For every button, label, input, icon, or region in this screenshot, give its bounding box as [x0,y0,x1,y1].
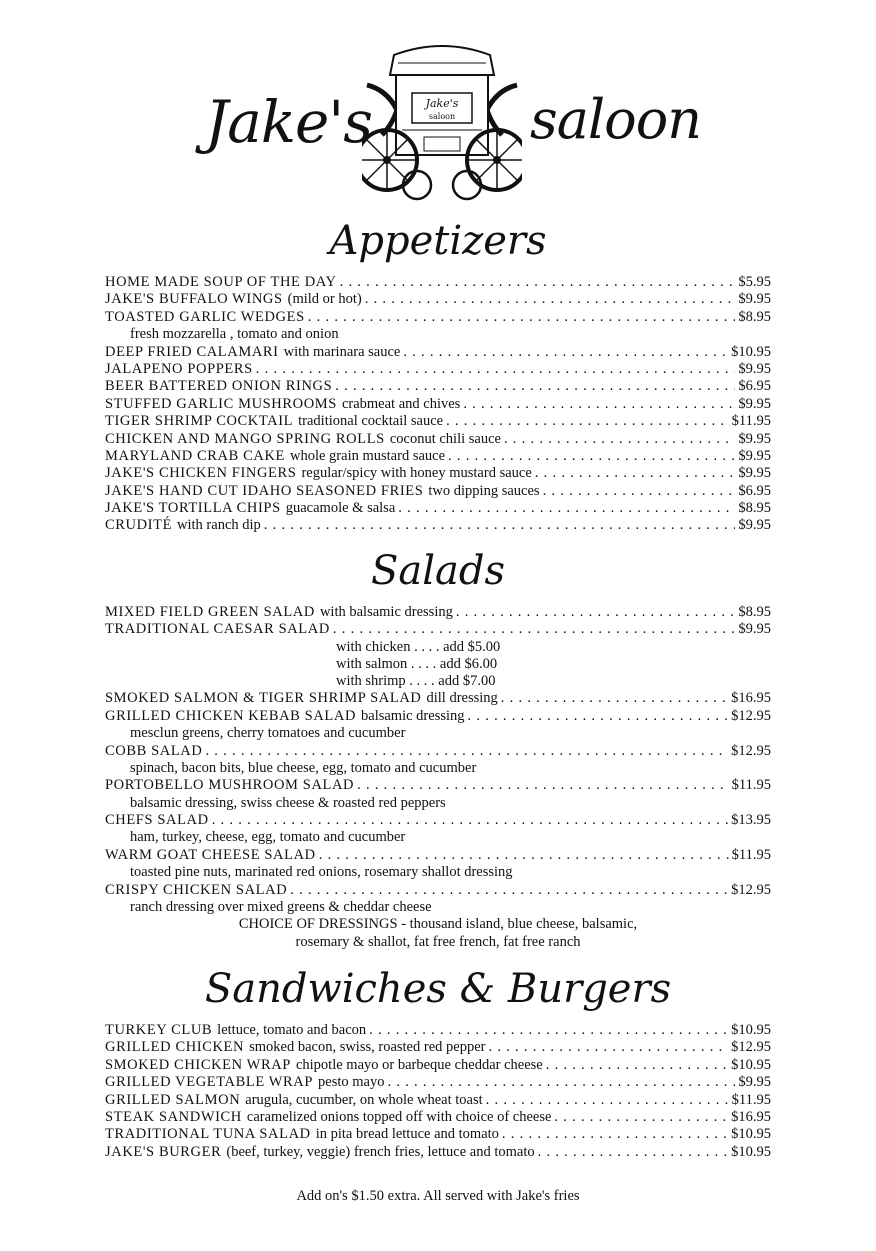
menu-item-price: $9.95 [738,360,771,377]
menu-item-name: GRILLED VEGETABLE WRAP [105,1074,314,1091]
dot-leader [501,690,728,707]
menu-item-name: GRILLED SALMON [105,1091,241,1108]
dot-leader [398,500,735,517]
menu-item [105,361,771,378]
menu-item-name: STUFFED GARLIC MUSHROOMS [105,395,337,412]
menu-item-name: CHICKEN AND MANGO SPRING ROLLS [105,430,385,447]
menu-item-name: JAKE'S BURGER [105,1143,222,1160]
dot-leader [468,708,729,725]
menu-item-description: with marinara sauce [283,343,401,360]
menu-item [105,1039,771,1056]
menu-item-price: $16.95 [731,1108,771,1125]
menu-item-name: TRADITIONAL CAESAR SALAD [105,621,330,638]
dot-leader [335,378,735,395]
menu-item-price: $5.95 [738,274,771,290]
menu-item-price: $11.95 [731,1091,771,1108]
menu-item [105,431,771,448]
menu-item-price: $9.95 [738,1074,771,1091]
caesar-addon: with chicken . . . . add $5.00 [336,638,501,655]
dot-leader [308,309,736,326]
menu-item [105,1074,771,1091]
menu-item [105,309,771,326]
dot-leader [456,604,736,621]
menu-item [105,777,771,794]
carriage-logo [362,35,522,215]
menu-item-price: $11.95 [731,777,771,794]
menu-item [105,708,771,725]
menu-item [105,690,771,707]
menu-item-price: $10.95 [731,1143,771,1160]
menu-item-description: dill dressing [426,690,498,707]
menu-item-subtext: balsamic dressing, swiss cheese & roasted red peppers [130,794,446,811]
menu-item-price: $9.95 [738,291,771,308]
dot-leader [205,743,728,760]
menu-item-price: $9.95 [738,621,771,638]
menu-item-name: TIGER SHRIMP COCKTAIL [105,413,294,430]
menu-item-name: TOASTED GARLIC WEDGES [105,308,305,325]
menu-item-description: two dipping sauces [428,482,540,499]
brand-name-left: Jake's [205,88,373,156]
brand-name-right: saloon [530,88,701,151]
menu-item [105,396,771,413]
dot-leader [504,431,735,448]
menu-item-description: coconut chili sauce [389,430,501,447]
menu-item [105,812,771,829]
menu-item-name: MARYLAND CRAB CAKE [105,447,285,464]
menu-item-name: MIXED FIELD GREEN SALAD [105,604,315,620]
menu-item [105,1057,771,1074]
menu-item-price: $8.95 [738,604,771,620]
menu-item [105,847,771,864]
menu-item-subtext: ham, turkey, cheese, egg, tomato and cucumber [130,829,406,846]
menu-item-price: $11.95 [731,846,771,863]
menu-item-price: $9.95 [738,430,771,447]
sandwiches-list [105,1022,771,1161]
menu-item [105,291,771,308]
menu-item [105,500,771,517]
header [0,30,876,220]
menu-item-description: balsamic dressing [361,707,465,724]
dot-leader [212,812,728,829]
menu-item-description: (beef, turkey, veggie) french fries, lettuce and tomato [226,1143,535,1160]
dot-leader [446,413,729,430]
menu-item-name: COBB SALAD [105,742,203,759]
menu-item-description: smoked bacon, swiss, roasted red pepper [249,1039,486,1056]
menu-item [105,274,771,291]
menu-item-name: JAKE'S CHICKEN FINGERS [105,465,297,482]
menu-item [105,1022,771,1039]
menu-item-price: $11.95 [731,413,771,430]
menu-item-description: in pita bread lettuce and tomato [315,1126,499,1143]
menu-item-price: $6.95 [738,482,771,499]
menu-item-price: $12.95 [731,707,771,724]
menu-item-description: regular/spicy with honey mustard sauce [301,465,532,482]
dot-leader [543,483,736,500]
menu-item-description: arugula, cucumber, on whole wheat toast [245,1091,483,1108]
dot-leader [546,1057,728,1074]
dot-leader [448,448,735,465]
menu-item-name: CRISPY CHICKEN SALAD [105,881,288,898]
dot-leader [535,465,736,482]
menu-item-name: GRILLED CHICKEN KEBAB SALAD [105,707,357,724]
appetizers-list [105,274,771,535]
dot-leader [388,1074,736,1091]
menu-item-name: TURKEY CLUB [105,1022,213,1038]
dot-leader [403,344,728,361]
menu-item [105,1144,771,1161]
dot-leader [538,1144,729,1161]
dressings-line: rosemary & shallot, fat free french, fat free ranch [295,933,581,950]
svg-text:Jake's: Jake's [425,97,459,110]
menu-item [105,483,771,500]
dot-leader [290,882,728,899]
dot-leader [463,396,735,413]
dot-leader [502,1126,728,1143]
menu-item-name: SMOKED CHICKEN WRAP [105,1056,291,1073]
menu-item [105,882,771,899]
dot-leader [369,1022,728,1039]
salads-title: Salads [370,548,506,594]
menu-item-price: $13.95 [731,812,771,829]
menu-item-subtext: mesclun greens, cherry tomatoes and cucumber [130,725,406,742]
menu-item-price: $12.95 [731,881,771,898]
menu-item-price: $9.95 [738,395,771,412]
menu-item-price: $10.95 [731,1022,771,1038]
menu-item-name: JAKE'S BUFFALO WINGS [105,291,283,308]
menu-item-description: with ranch dip [177,517,261,534]
menu-item-name: STEAK SANDWICH [105,1108,242,1125]
menu-item-description: crabmeat and chives [341,395,461,412]
dot-leader [486,1092,729,1109]
menu-item-price: $9.95 [738,465,771,482]
menu-item-price: $9.95 [738,447,771,464]
menu-item-description: caramelized onions topped off with choice of cheese [246,1108,552,1125]
menu-item [105,465,771,482]
menu-item-name: JALAPENO POPPERS [105,360,253,377]
menu-item-name: PORTOBELLO MUSHROOM SALAD [105,777,355,794]
menu-item-price: $8.95 [738,308,771,325]
menu-item [105,413,771,430]
menu-item-subtext: spinach, bacon bits, blue cheese, egg, tomato and cucumber [130,759,477,776]
menu-item [105,1092,771,1109]
menu-item-name: JAKE'S TORTILLA CHIPS [105,500,281,517]
menu-item-name: WARM GOAT CHEESE SALAD [105,846,316,863]
menu-item-price: $12.95 [731,742,771,759]
menu-item-name: SMOKED SALMON & TIGER SHRIMP SALAD [105,690,422,707]
menu-item-description: (mild or hot) [287,291,362,308]
menu-item-description: chipotle mayo or barbeque cheddar cheese [295,1056,543,1073]
caesar-addon: with shrimp . . . . add $7.00 [336,673,496,690]
menu-item-price: $12.95 [731,1039,771,1056]
menu-item-description: lettuce, tomato and bacon [217,1022,367,1038]
menu-item [105,448,771,465]
menu-item [105,344,771,361]
sandwiches-title: Sandwiches & Burgers [204,966,672,1012]
menu-item-price: $16.95 [731,690,771,707]
menu-item-name: TRADITIONAL TUNA SALAD [105,1126,311,1143]
footer-note: Add on's $1.50 extra. All served with Jake's fries [296,1188,580,1204]
menu-item-description: guacamole & salsa [285,500,396,517]
dot-leader [256,361,736,378]
menu-item-price: $8.95 [738,500,771,517]
menu-item-name: CRUDITÉ [105,517,173,534]
menu-item-description: traditional cocktail sauce [298,413,444,430]
menu-item [105,517,771,534]
dot-leader [264,517,736,534]
menu-item-price: $10.95 [731,343,771,360]
menu-item [105,1126,771,1143]
menu-item-description: pesto mayo [318,1074,385,1091]
menu-item-name: CHEFS SALAD [105,812,209,829]
dot-leader [554,1109,728,1126]
menu-item-name: BEER BATTERED ONION RINGS [105,378,333,395]
dressings-line: CHOICE OF DRESSINGS - thousand island, blue cheese, balsamic, [238,916,638,933]
menu-item-price: $10.95 [731,1126,771,1143]
menu-item-subtext: fresh mozzarella , tomato and onion [130,326,339,343]
menu-item-description: with balsamic dressing [319,604,453,620]
menu-item-name: DEEP FRIED CALAMARI [105,343,279,360]
appetizers-title: Appetizers [329,218,547,264]
salads-list [105,604,771,951]
menu-item-price: $9.95 [738,517,771,534]
menu-item-name: GRILLED CHICKEN [105,1039,245,1056]
dot-leader [357,777,729,794]
menu-item-price: $10.95 [731,1056,771,1073]
menu-item-description: whole grain mustard sauce [290,447,446,464]
menu-item [105,743,771,760]
menu-item [105,1109,771,1126]
svg-text:saloon: saloon [428,112,456,121]
menu-item-subtext: ranch dressing over mixed greens & cheddar cheese [130,899,432,916]
menu-item [105,621,771,638]
caesar-addon: with salmon . . . . add $6.00 [336,655,498,672]
menu-item [105,604,771,621]
dot-leader [319,847,729,864]
menu-item-name: JAKE'S HAND CUT IDAHO SEASONED FRIES [105,482,424,499]
dot-leader [333,621,735,638]
menu-item-price: $6.95 [738,378,771,395]
dot-leader [340,274,736,291]
dot-leader [488,1039,728,1056]
menu-item-subtext: toasted pine nuts, marinated red onions, rosemary shallot dressing [130,864,513,881]
menu-item [105,378,771,395]
menu-item-name: HOME MADE SOUP OF THE DAY [105,274,337,290]
dot-leader [365,291,736,308]
